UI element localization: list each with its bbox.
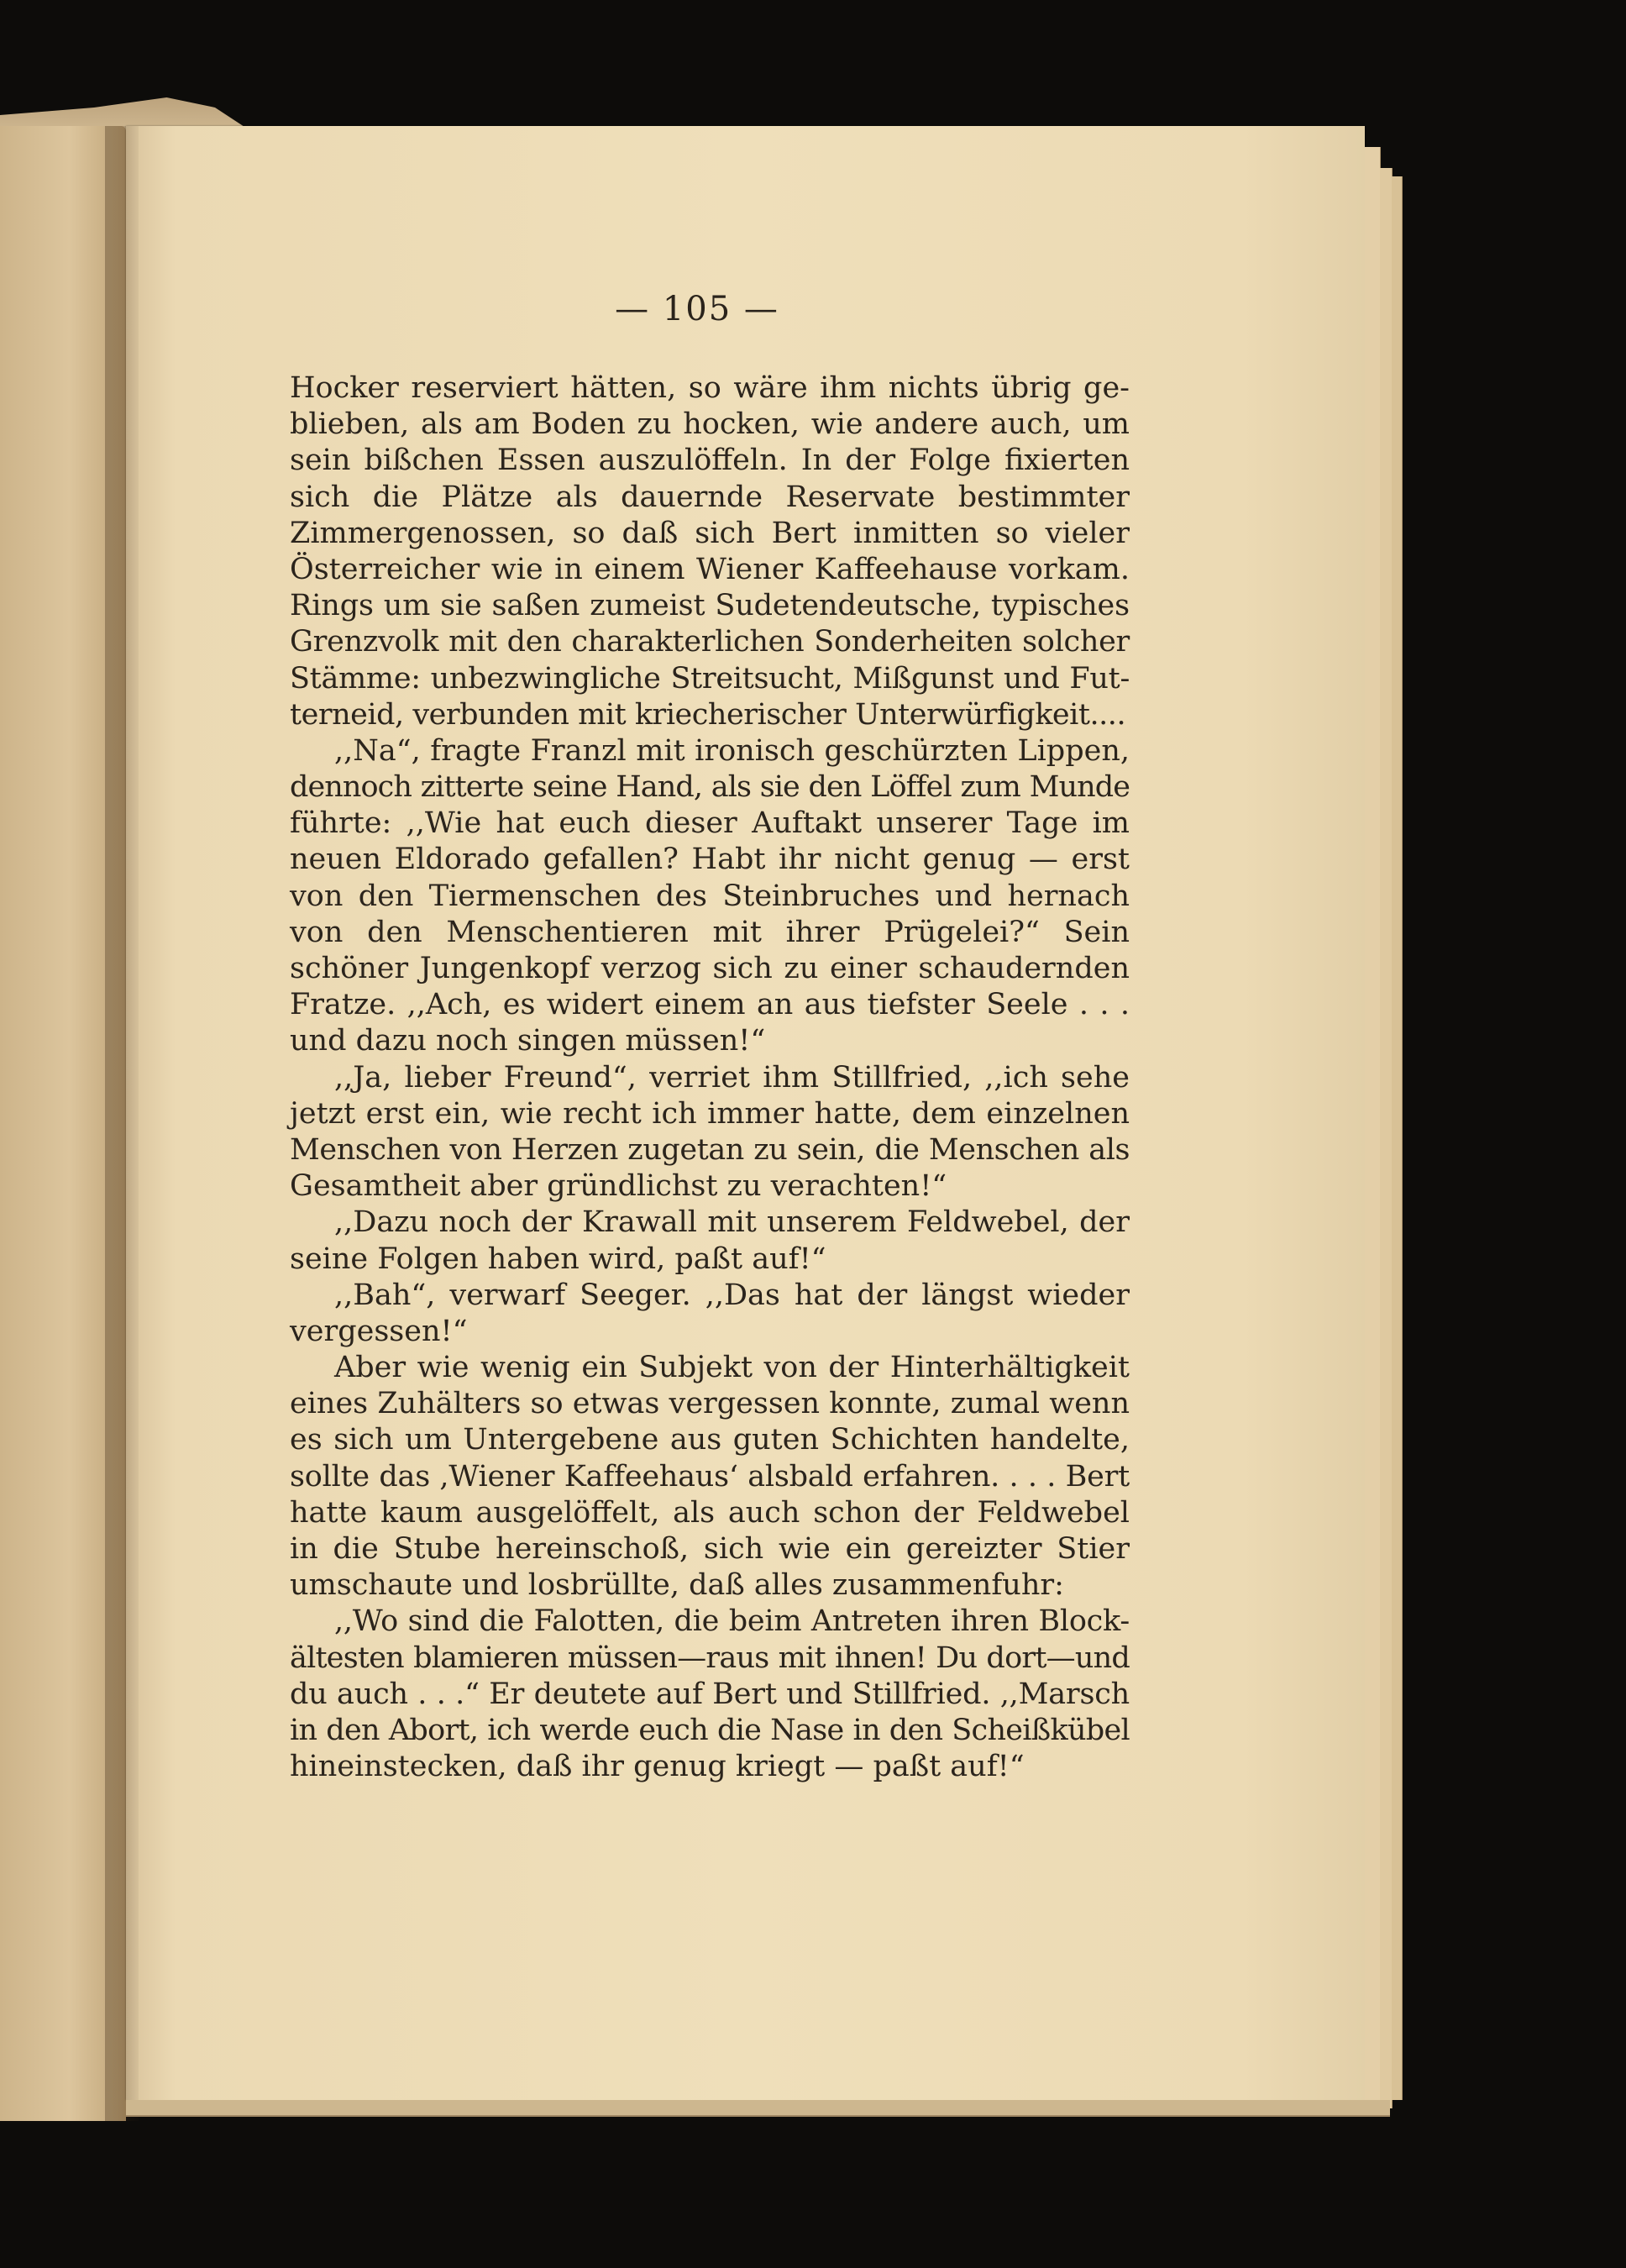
text-line: ,,Na“, fragte Franzl mit ironisch geschürzten Lippen,	[334, 733, 1130, 768]
page-stack-edge	[1392, 176, 1403, 2100]
text-line: ,,Wo sind die Falotten, die beim Antreten ihren Block-	[334, 1604, 1130, 1639]
text-line: von den Tiermenschen des Steinbruches und hernach	[290, 879, 1130, 913]
text-line: eines Zuhälters so etwas vergessen konnte, zumal wenn	[290, 1387, 1130, 1421]
text-line: sollte das ,Wiener Kaffeehaus‘ alsbald erfahren. . . . Bert	[290, 1459, 1130, 1494]
page-stack-edge	[1380, 168, 1393, 2108]
text-line: ,,Ja, lieber Freund“, verriet ihm Stillfried, ,,ich sehe	[334, 1060, 1130, 1095]
text-line: schöner Jungenkopf verzog sich zu einer schaudernden	[290, 952, 1130, 985]
text-line: Zimmergenossen, so daß sich Bert inmitten so vieler	[290, 516, 1130, 550]
text-line: hineinstecken, daß ihr genug kriegt — paßt auf!“	[290, 1750, 1025, 1784]
body-text	[290, 370, 1130, 1785]
text-line: blieben, als am Boden zu hocken, wie andere auch, um	[290, 407, 1130, 442]
text-line: führte: ,,Wie hat euch dieser Auftakt unserer Tage im	[290, 806, 1130, 841]
text-line: jetzt erst ein, wie recht ich immer hatte, dem einzelnen	[290, 1096, 1130, 1131]
text-line: Stämme: unbezwingliche Streitsucht, Mißgunst und Fut-	[290, 661, 1130, 696]
text-line: hatte kaum ausgelöffelt, als auch schon der Feldwebel	[290, 1495, 1130, 1530]
text-line: Grenzvolk mit den charakterlichen Sonderheiten solcher	[290, 625, 1130, 659]
text-line: in die Stube hereinschoß, sich wie ein gereizter Stier	[290, 1532, 1130, 1566]
text-line: ältesten blamieren müssen—raus mit ihnen! Du dort—und	[290, 1641, 1130, 1675]
text-line: du auch . . .“ Er deutete auf Bert und Stillfried. ,,Marsch	[290, 1677, 1130, 1711]
text-line: ,,Dazu noch der Krawall mit unserem Feldwebel, der	[334, 1205, 1130, 1240]
text-line: sein bißchen Essen auszulöffeln. In der Folge fixierten	[290, 444, 1130, 478]
text-line: in den Abort, ich werde euch die Nase in den Scheißkübel	[290, 1713, 1130, 1747]
text-line: Aber wie wenig ein Subjekt von der Hinterhältigkeit	[334, 1351, 1130, 1385]
text-line: sich die Plätze als dauernde Reservate bestimmter	[290, 480, 1130, 514]
page-stack-edge	[1365, 147, 1381, 2104]
text-line: terneid, verbunden mit kriecherischer Unterwürfigkeit....	[290, 697, 1126, 732]
text-line: von den Menschentieren mit ihrer Prügelei?“ Sein	[290, 915, 1130, 949]
text-line: dennoch zitterte seine Hand, als sie den Löffel zum Munde	[290, 770, 1130, 805]
text-line: es sich um Untergebene aus guten Schichten handelte,	[290, 1423, 1130, 1457]
text-line: vergessen!“	[290, 1314, 468, 1348]
text-line: ,,Bah“, verwarf Seeger. ,,Das hat der längst wieder	[334, 1278, 1130, 1312]
page-gutter-shadow	[105, 126, 139, 2121]
text-line: Österreicher wie in einem Wiener Kaffeehause vorkam.	[290, 552, 1130, 586]
text-line: Hocker reserviert hätten, so wäre ihm nichts übrig ge-	[290, 371, 1130, 405]
text-line: umschaute und losbrüllte, daß alles zusammenfuhr:	[290, 1568, 1064, 1603]
page-number: — 105 —	[615, 290, 779, 328]
text-line: seine Folgen haben wird, paßt auf!“	[290, 1242, 826, 1276]
text-line: Menschen von Herzen zugetan zu sein, die Menschen als	[290, 1132, 1130, 1167]
text-line: und dazu noch singen müssen!“	[290, 1024, 766, 1058]
text-line: neuen Eldorado gefallen? Habt ihr nicht genug — erst	[290, 843, 1130, 877]
text-line: Fratze. ,,Ach, es widert einem an aus tiefster Seele . . .	[290, 988, 1130, 1022]
page-stack-bottom	[126, 2100, 1390, 2117]
text-line: Gesamtheit aber gründlichst zu verachten!“	[290, 1169, 947, 1204]
text-line: Rings um sie saßen zumeist Sudetendeutsche, typisches	[290, 589, 1130, 623]
